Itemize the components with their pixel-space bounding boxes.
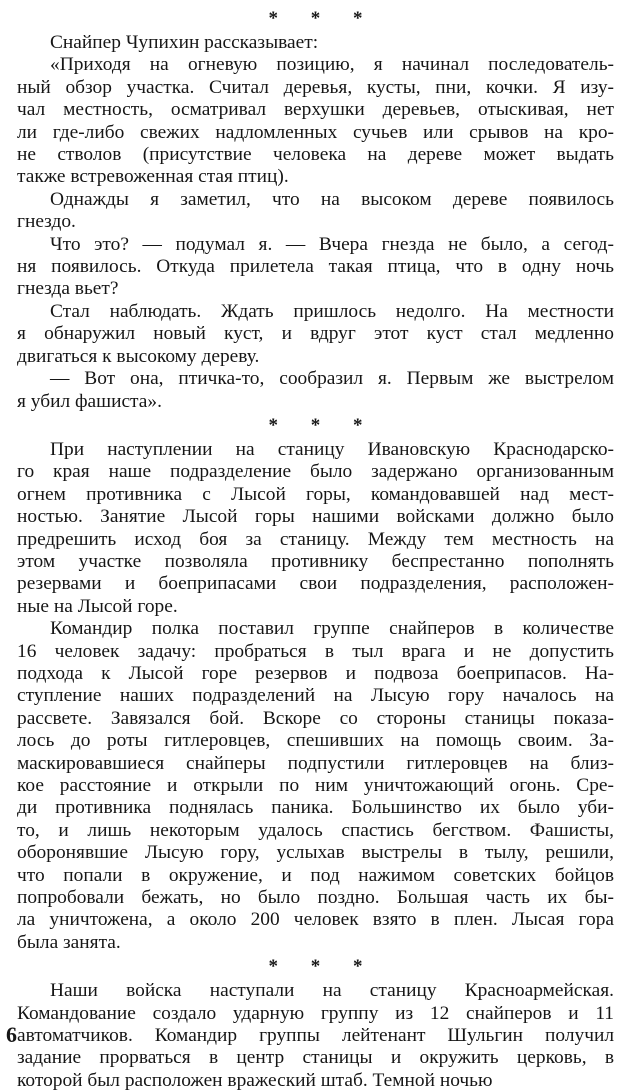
section-separator: * * * [268,414,377,436]
text-line: этом участке позволяла противнику беспрестанно пополнять [17,550,614,572]
text-line: — Вот она, птичка-то, сообразил я. Первым же выстрелом [50,368,614,390]
text-line: резервами и боеприпасами свои подразделения, расположен- [17,573,614,595]
text-line: ди противника поднялась паника. Большинство их было уби- [17,797,614,819]
paragraph [17,439,614,618]
section-separator: * * * [268,8,377,29]
text-line: чал местность, осматривал верхушки деревьев, отыскивая, нет [17,99,614,121]
text-line: ный обзор участка. Считал деревья, кусты, пни, кочки. Я изу- [17,76,614,98]
text-line: то, и лишь некоторым удалось спастись бегством. Фашисты, [17,819,614,841]
paragraph [17,301,614,368]
text-line: лось до роты гитлеровцев, спешивших на помощь своим. За- [17,730,614,752]
text-line: Однажды я заметил, что на высоком дереве появилось [50,188,614,210]
text-line: автоматчиков. Командир группы лейтенант Шульгин получил [17,1025,614,1047]
paragraph [17,234,614,301]
text-line: которой был расположен вражеский штаб. Темной ночью [17,1069,493,1091]
paragraph [17,368,614,413]
paragraph [17,618,614,954]
text-line: была занята. [17,931,121,953]
text-line: гнездо. [17,211,76,233]
text-line: ли где-либо свежих надломленных сучьев или срывов на кро- [17,121,614,143]
text-line: гнезда вьет? [17,278,119,300]
paragraph [17,980,614,1092]
text-line: При наступлении на станицу Ивановскую Краснодарско- [50,438,614,460]
text-line: предрешить исход боя за станицу. Между тем местность на [17,528,614,550]
text-line: Командир полка поставил группе снайперов в количестве [50,618,614,640]
paragraph [17,32,614,54]
text-line: кое расстояние и открыли по ним уничтожающий огонь. Сре- [17,775,614,796]
text-line: двигаться к высокому дереву. [17,345,260,367]
section-separator: * * * [268,956,377,978]
page-body [17,6,614,1092]
text-line: оборонявшие Лысую гору, услыхав выстрелы в тылу, решили, [17,842,614,864]
text-line: Стал наблюдать. Ждать пришлось недолго. На местности [50,300,614,322]
text-line: ла уничтожена, а около 200 человек взято в плен. Лысая гора [17,909,614,931]
text-line: «Приходя на огневую позицию, я начинал последователь- [50,54,614,76]
text-line: рассвете. Завязался бой. Вскоре со стороны станицы показа- [17,707,614,729]
text-line: попробовали бежать, но было поздно. Большая часть их бы- [17,887,614,909]
text-line: Снайпер Чупихин рассказывает: [50,32,319,53]
text-line: го края наше подразделение было задержано организованным [17,461,614,483]
text-line: маскировавшиеся снайперы подпустили гитлеровцев на близ- [17,752,614,774]
paragraph [17,189,614,234]
text-line: огнем противника с Лысой горы, командовавшей над мест- [17,483,614,505]
text-line: я убил фашиста». [17,390,162,412]
text-line: подхода к Лысой горе резервов и подвоза боеприпасов. На- [17,662,614,684]
text-line: ные на Лысой горе. [17,595,178,617]
text-line: ня появилось. Откуда прилетела такая птица, что в одну ночь [17,256,614,278]
text-line: 16 человек задачу: пробраться в тыл врага и не допустить [17,640,614,662]
text-line: не стволов (присутствие человека на дереве может выдать [17,144,614,166]
text-line: ностью. Занятие Лысой горы нашими войсками должно было [17,506,614,528]
text-line: Командование создало ударную группу из 12 снайперов и 11 [17,1002,614,1024]
text-line: Наши войска наступали на станицу Красноармейская. [50,980,614,1002]
text-line: также встревоженная стая птиц). [17,166,289,188]
paragraph [17,54,614,188]
text-line: что попали в окружение, и под нажимом советских бойцов [17,864,614,886]
text-line: задание прорваться в центр станицы и окружить церковь, в [17,1047,614,1069]
text-line: Что это? — подумал я. — Вчера гнезда не было, а сегод- [50,233,614,255]
text-line: я обнаружил новый куст, и вдруг этот куст стал медленно [17,323,614,345]
page-number: 6 [6,1022,17,1047]
text-line: ступление наших подразделений на Лысую гору началось на [17,685,614,707]
